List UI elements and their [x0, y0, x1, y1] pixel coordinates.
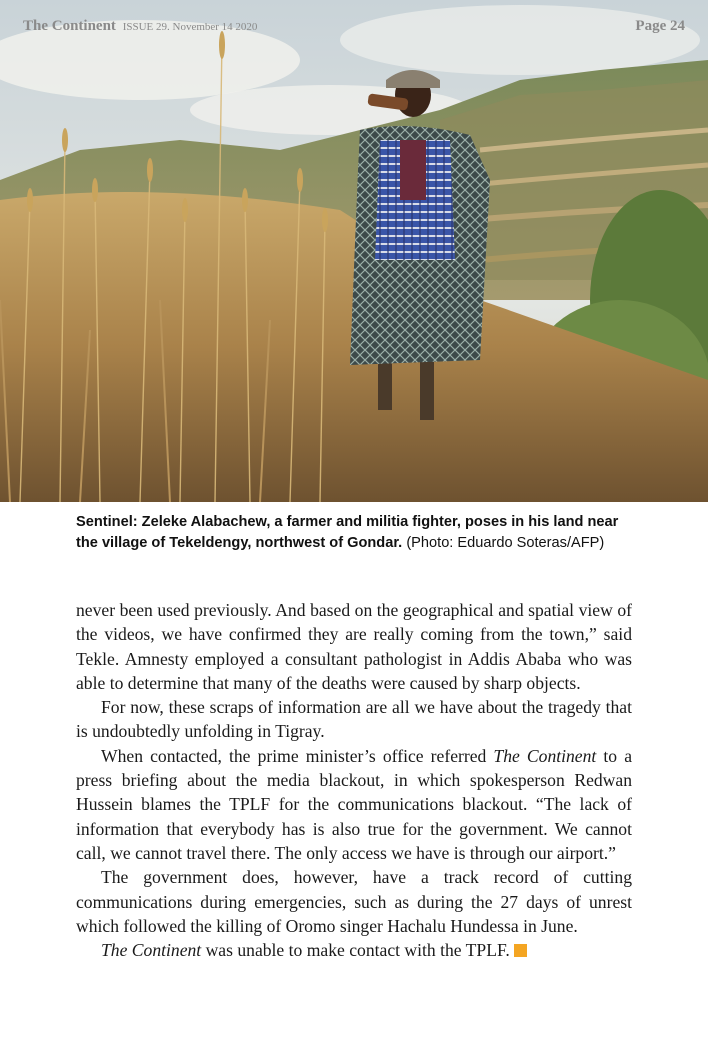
- paragraph-3-rest: to a press briefing about the media blackout, in which spokesperson Redwan Hussein blames the TPLF for the communications blackout. “The lack of information that everybody has is also true for the government. We cannot call, we cannot travel there. The only access we have is through our airport.”: [76, 745, 632, 863]
- header-left: [23, 18, 257, 35]
- publication-reference: The Continent: [493, 745, 597, 766]
- paragraph-3-start: When contacted, the prime minister’s office referred: [101, 745, 494, 766]
- photo-caption: [76, 512, 636, 554]
- paragraph-4: The government does, however, have a track record of cutting communications during emergencies, such as during the 27 days of unrest which followed the killing of Oromo singer Hachalu Hundessa in June.: [76, 867, 632, 936]
- article-photo: [0, 0, 708, 502]
- issue-info: ISSUE 29. November 14 2020: [122, 21, 258, 33]
- publication-name: The Continent: [23, 18, 116, 34]
- end-mark-icon: [514, 944, 527, 957]
- photo-illustration: [0, 0, 708, 502]
- page-number: Page 24: [635, 18, 685, 34]
- page-header: [0, 0, 708, 40]
- publication-reference-2: The Continent: [101, 940, 202, 961]
- caption-text: Sentinel: Zeleke Alabachew, a farmer and militia fighter, poses in his land near the village of Tekeldengy, northwest of Gondar.: [76, 514, 619, 551]
- paragraph-3: [76, 744, 632, 865]
- paragraph-1: never been used previously. And based on the geographical and spatial view of the videos, we have confirmed they are really coming from the town,” said Tekle. Amnesty employed a consultant pathologist in Addis Ababa who was able to determine that many of the deaths were caused by sharp objects.: [76, 600, 632, 693]
- article-body: [76, 598, 632, 962]
- photo-credit: (Photo: Eduardo Soteras/AFP): [406, 535, 605, 551]
- paragraph-5: [76, 938, 632, 962]
- paragraph-5-rest: was unable to make contact with the TPLF.: [201, 940, 510, 961]
- paragraph-2: For now, these scraps of information are all we have about the tragedy that is undoubtedly unfolding in Tigray.: [76, 697, 632, 742]
